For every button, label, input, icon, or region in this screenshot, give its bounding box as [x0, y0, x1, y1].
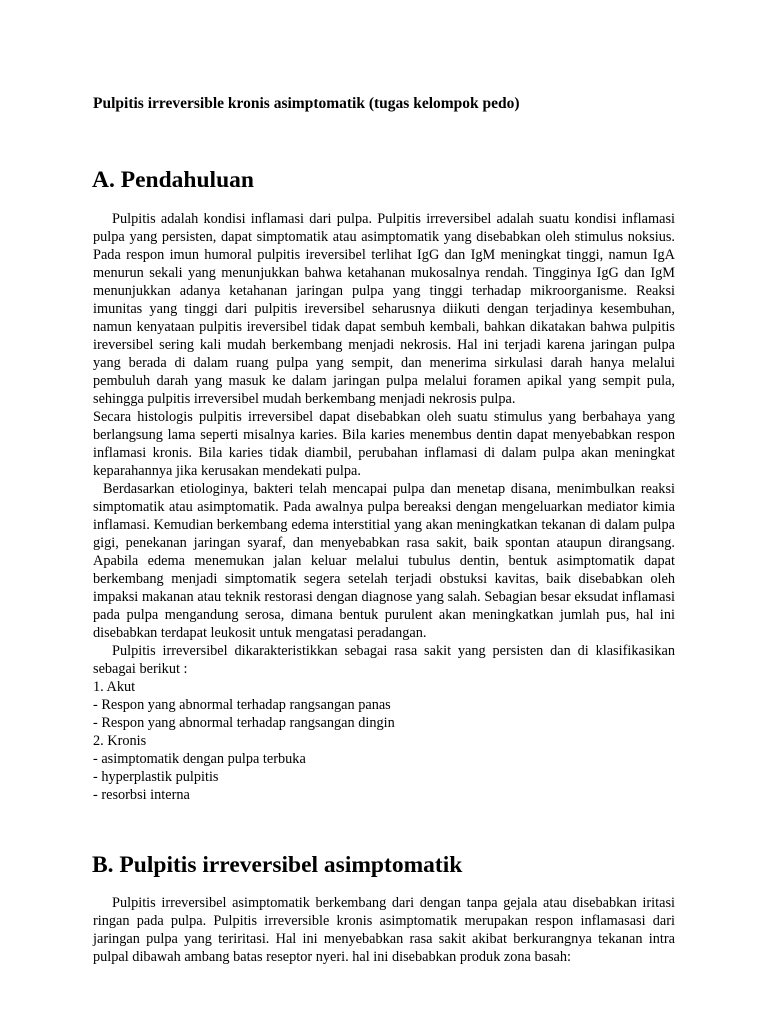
list-item: 2. Kronis	[93, 733, 147, 749]
list-item: - Respon yang abnormal terhadap rangsangan panas	[93, 697, 391, 713]
section-a-paragraph-3: Berdasarkan etiologinya, bakteri telah mencapai pulpa dan menetap disana, menimbulkan reaksi simptomatik atau asimptomatik. Pada awalnya pulpa bereaksi dengan mengeluarkan mediator kimia inflamasi. Kemudian berkembang edema interstitial yang akan meningkatkan tekanan di dalam pulpa gigi, penekanan jaringan syaraf, dan menyebabkan rasa sakit, baik spontan ataupun dirangsang. Apabila edema menemukan jalan keluar melalui tubulus dentin, bentuk asimptomatik dapat berkembang menjadi simptomatik segera setelah terjadi obstuksi kavitas, baik disebabkan oleh impaksi makanan atau teknik restorasi dengan diagnose yang salah. Sebagian besar eksudat inflamasi pada pulpa mengandung serosa, dimana bentuk purulent akan meningkatkan jumlah pus, hal ini disebabkan terdapat leukosit untuk mengatasi peradangan.	[93, 481, 675, 641]
list-item: - asimptomatik dengan pulpa terbuka	[93, 751, 306, 767]
section-a-paragraph-2: Secara histologis pulpitis irreversibel dapat disebabkan oleh suatu stimulus yang berbahaya yang berlangsung lama seperti misalnya karies. Bila karies menembus dentin dapat menyebabkan respon inflamasi kronis. Bila karies tidak diambil, perubahan inflamasi di dalam pulpa akan meningkat keparahannya jika kerusakan mendekati pulpa.	[93, 409, 675, 479]
section-a-paragraph-4: Pulpitis irreversibel dikarakteristikkan sebagai rasa sakit yang persisten dan di klasifikasikan sebagai berikut :	[93, 643, 675, 677]
section-a-paragraph-1: Pulpitis adalah kondisi inflamasi dari pulpa. Pulpitis irreversibel adalah suatu kondisi inflamasi pulpa yang persisten, dapat simptomatik atau asimptomatik yang disebabkan oleh stimulus noksius. Pada respon imun humoral pulpitis ireversibel terlihat IgG dan IgM meningkat tinggi, namun IgA menurun sekali yang menunjukkan bahwa ketahanan mukosalnya rendah. Tingginya IgG dan IgM menunjukkan adanya ketahanan jaringan pulpa yang tinggi terhadap mikroorganisme. Reaksi imunitas yang tinggi dari pulpitis ireversibel seharusnya diikuti dengan terjadinya kesembuhan, namun kenyataan pulpitis ireversibel tidak dapat sembuh kembali, bahkan dikatakan bahwa pulpitis ireversibel sering kali mudah berkembang menjadi nekrosis. Hal ini terjadi karena jaringan pulpa yang berada di dalam ruang pulpa yang sempit, dan menerima sirkulasi darah hanya melalui pembuluh darah yang masuk ke dalam jaringan pulpa melalui foramen apikal yang sempit pula, sehingga pulpitis irreversibel mudah berkembang menjadi nekrosis pulpa.	[93, 211, 675, 407]
classification-list	[93, 678, 675, 804]
list-item: - hyperplastik pulpitis	[93, 769, 219, 785]
section-a-body	[93, 210, 675, 804]
list-item: - resorbsi interna	[93, 787, 190, 803]
list-item: - Respon yang abnormal terhadap rangsangan dingin	[93, 715, 395, 731]
list-item: 1. Akut	[93, 679, 136, 695]
document-title: Pulpitis irreversible kronis asimptomatik (tugas kelompok pedo)	[93, 95, 520, 112]
section-b-body	[93, 894, 675, 966]
section-b-heading: B. Pulpitis irreversibel asimptomatik	[92, 852, 463, 878]
section-b-paragraph-1: Pulpitis irreversibel asimptomatik berkembang dari dengan tanpa gejala atau disebabkan iritasi ringan pada pulpa. Pulpitis irreversible kronis asimptomatik merupakan respon inflamasasi dari jaringan pulpa yang teriritasi. Hal ini menyebabkan rasa sakit akibat berkurangnya tekanan intra pulpal dibawah ambang batas reseptor nyeri. hal ini disebabkan produk zona basah:	[93, 895, 675, 965]
section-a-heading: A. Pendahuluan	[92, 167, 254, 193]
